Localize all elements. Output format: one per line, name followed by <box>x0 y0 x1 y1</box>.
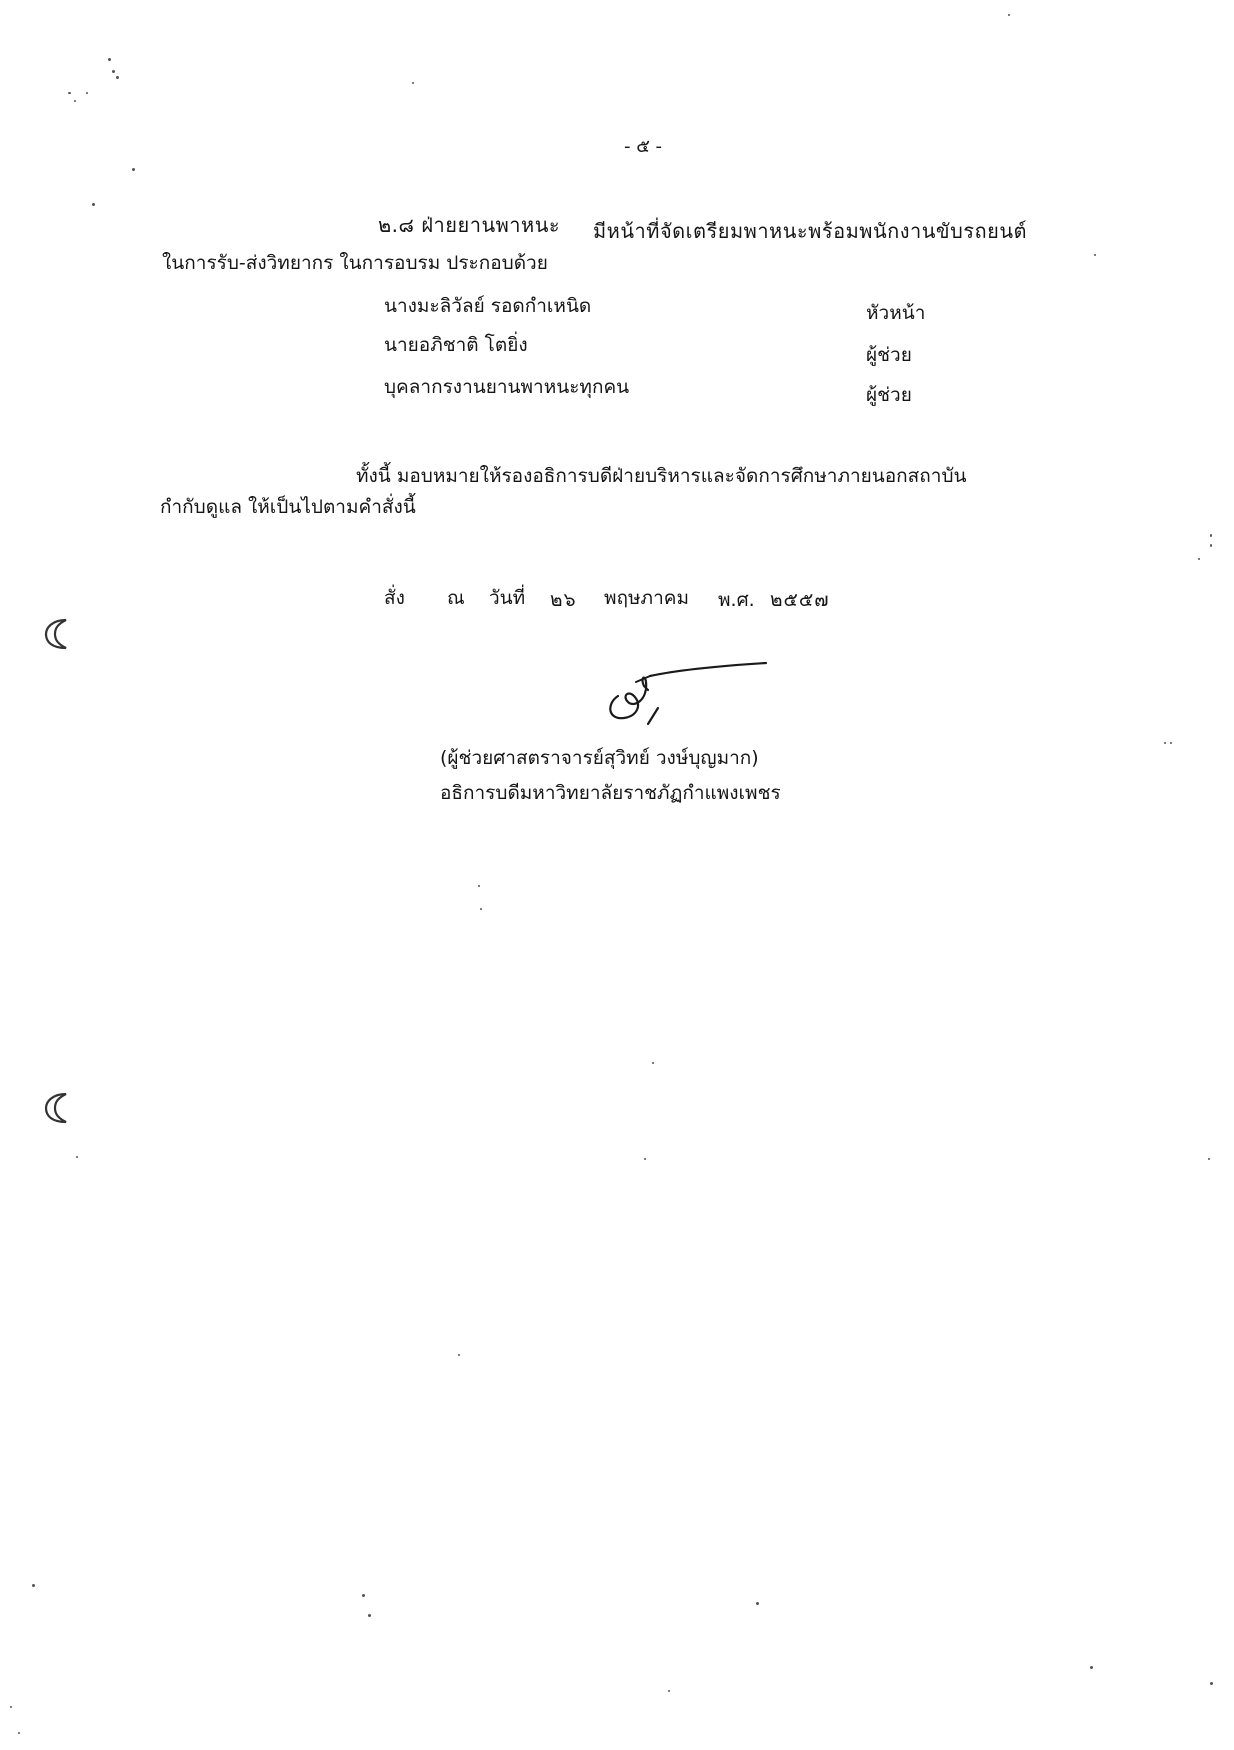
assignment-line-2: กำกับดูแล ให้เป็นไปตามคำสั่งนี้ <box>160 496 416 518</box>
date-month: พฤษภาคม <box>604 587 689 609</box>
punch-hole-icon <box>42 1088 72 1128</box>
section-continuation: ในการรับ-ส่งวิทยากร ในการอบรม ประกอบด้วย <box>162 252 548 274</box>
section-heading: ๒.๘ ฝ่ายยานพาหนะ <box>378 213 561 237</box>
date-year: ๒๕๕๗ <box>770 589 830 611</box>
scan-speck <box>1198 558 1200 560</box>
scan-speck <box>32 1584 35 1587</box>
scan-speck <box>76 1156 78 1158</box>
scan-speck <box>1208 1158 1210 1160</box>
scan-speck <box>480 908 482 910</box>
scan-speck <box>1090 1666 1093 1669</box>
page-number: - ๕ - <box>624 136 663 157</box>
scan-speck <box>458 1354 460 1356</box>
scan-speck <box>18 1732 20 1734</box>
scan-speck <box>1210 1682 1213 1685</box>
date-day-label: วันที่ <box>489 587 526 609</box>
scan-speck <box>478 885 480 887</box>
scan-speck <box>112 70 115 73</box>
scan-speck <box>10 1706 12 1708</box>
scan-speck <box>116 76 119 79</box>
scan-speck <box>644 1158 646 1160</box>
section-duty: มีหน้าที่จัดเตรียมพาหนะพร้อมพนักงานขับรถยนต์ <box>593 219 1027 243</box>
scan-speck <box>652 1062 654 1064</box>
scan-speck <box>1170 742 1172 744</box>
date-era: พ.ศ. <box>718 589 755 611</box>
scan-speck <box>1210 544 1212 547</box>
member-role: ผู้ช่วย <box>866 344 912 366</box>
member-name: นางมะลิวัลย์ รอดกำเหนิด <box>384 295 592 317</box>
signature-mark <box>598 660 768 730</box>
date-at: ณ <box>447 587 465 609</box>
scan-speck <box>74 100 76 102</box>
scan-speck <box>412 82 414 84</box>
scan-speck <box>68 92 71 94</box>
date-prefix: สั่ง <box>384 587 405 609</box>
scan-speck <box>108 58 111 61</box>
date-day: ๒๖ <box>550 589 577 611</box>
signatory-name: (ผู้ช่วยศาสตราจารย์สุวิทย์ วงษ์บุญมาก) <box>440 747 759 769</box>
assignment-line-1: ทั้งนี้ มอบหมายให้รองอธิการบดีฝ่ายบริหารและจัดการศึกษาภายนอกสถาบัน <box>356 465 967 487</box>
scan-speck <box>1008 14 1010 16</box>
scan-speck <box>756 1602 759 1605</box>
punch-hole-icon <box>42 614 72 654</box>
scan-speck <box>1164 742 1166 744</box>
scan-speck <box>92 203 95 206</box>
scan-speck <box>668 1690 670 1692</box>
scan-speck <box>132 168 135 171</box>
scan-speck <box>1094 254 1096 256</box>
member-name: บุคลากรงานยานพาหนะทุกคน <box>384 376 630 398</box>
scan-speck <box>368 1614 371 1617</box>
member-role: หัวหน้า <box>866 302 926 324</box>
scan-speck <box>362 1594 365 1597</box>
scan-speck <box>86 92 88 94</box>
scan-speck <box>1210 534 1212 537</box>
member-name: นายอภิชาติ โตยิ่ง <box>384 334 528 356</box>
member-role: ผู้ช่วย <box>866 384 912 406</box>
signatory-position: อธิการบดีมหาวิทยาลัยราชภัฏกำแพงเพชร <box>440 782 781 804</box>
